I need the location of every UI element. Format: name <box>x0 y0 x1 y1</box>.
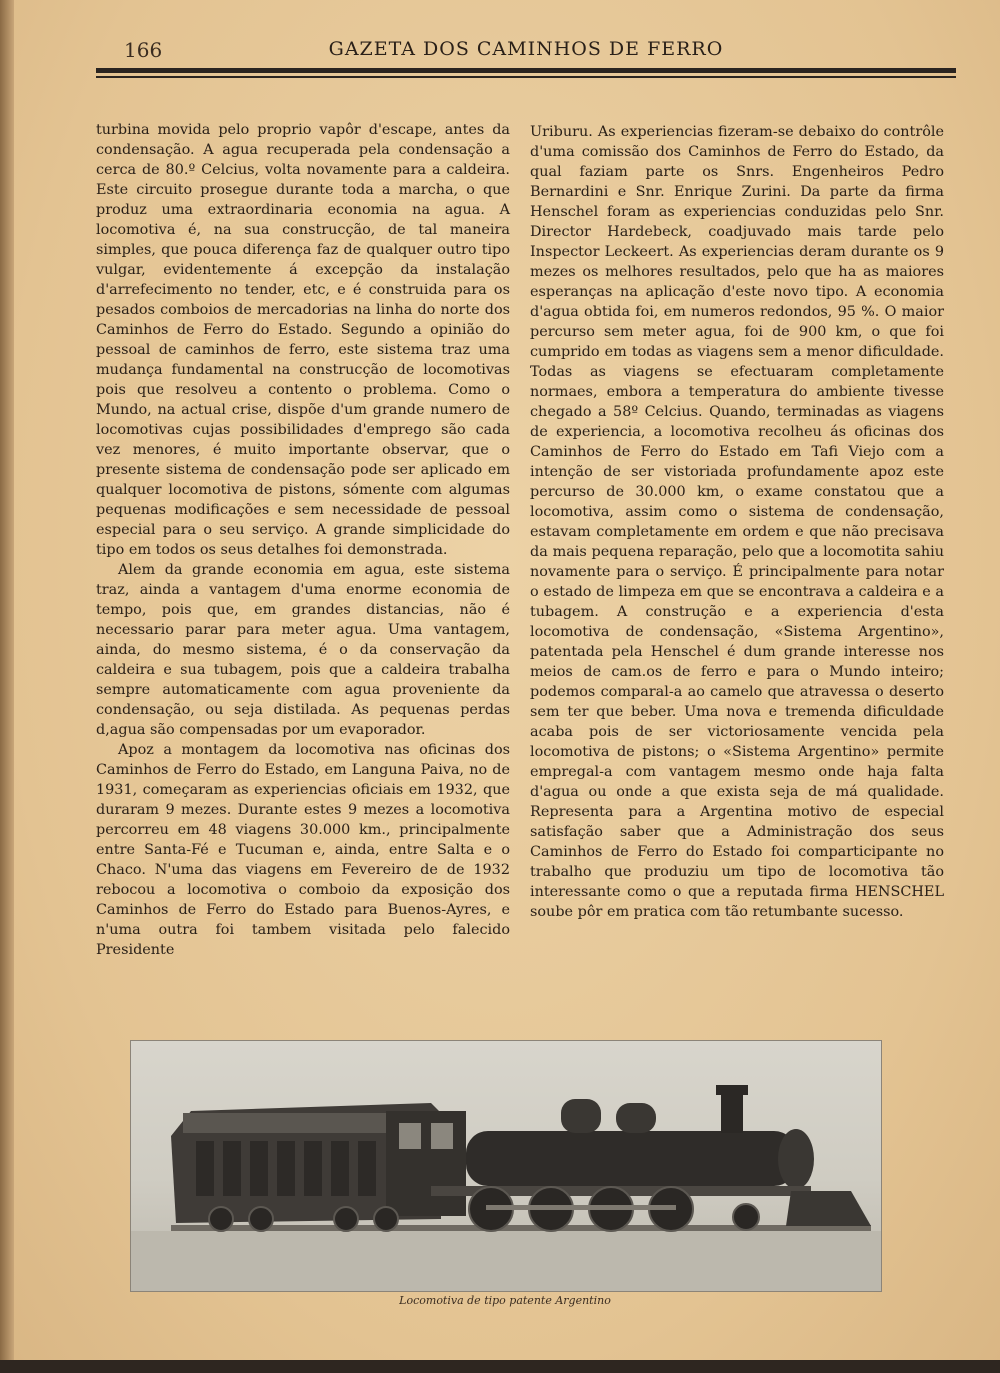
photo-caption: Locomotiva de tipo patente Argentino <box>399 1294 611 1307</box>
page-header <box>96 30 956 70</box>
text-column-right <box>530 122 944 922</box>
locomotive-photo <box>130 1040 882 1292</box>
paragraph: turbina movida pelo proprio vapôr d'escape, antes da condensação. A agua recuperada pela condensação a cerca de 80.º Celcius, volta novamente para a caldeira. Este circuito prosegue durante toda a marcha, o que produz uma extraordinaria economia na agua. A locomotiva é, na sua construcção, de tal maneira simples, que pouca diferença faz de qualquer outro tipo vulgar, evidentemente á excepção da instalação d'arrefecimento no tender, etc, e é construida para os pesados comboios de mercadorias na linha do norte dos Caminhos de Ferro do Estado. Segundo a opinião do pessoal de caminhos de ferro, este sistema traz uma mudança fundamental na construcção de locomotivas pois que resolveu a contento o problema. Como o Mundo, na actual crise, dispõe d'um grande numero de locomotivas cujas possibilidades d'emprego são cada vez menores, é muito importante observar, que o presente sistema de condensação pode ser aplicado em qualquer locomotiva de pistons, sómente com algumas pequenas modificações e sem necessidade de pessoal especial para o seu serviço. A grande simplicidade do tipo em todos os seus detalhes foi demonstrada. <box>96 122 510 558</box>
header-rule-thick <box>96 68 956 73</box>
publication-title: GAZETA DOS CAMINHOS DE FERRO <box>328 38 724 60</box>
paragraph: Apoz a montagem da locomotiva nas oficinas dos Caminhos de Ferro do Estado, em Languna Paiva, no de 1931, começaram as experiencias oficiais em 1932, que duraram 9 mezes. Durante estes 9 mezes a locomotiva percorreu em 48 viagens 30.000 km., principalmente entre Santa-Fé e Tucuman e, ainda, entre Salta e o Chaco. N'uma das viagens em Fevereiro de de 1932 rebocou a locomotiva o comboio da exposição dos Caminhos de Ferro do Estado para Buenos-Ayres, e n'uma outra foi tambem visitada pelo falecido Presidente <box>96 742 510 958</box>
header-rule-thin <box>96 76 956 78</box>
paragraph: Alem da grande economia em agua, este sistema traz, ainda a vantagem d'uma enorme economia de tempo, pois que, em grandes distancias, não é necessario parar para meter agua. Uma vantagem, ainda, do mesmo sistema, é o da conservação da caldeira e sua tubagem, pois que a caldeira trabalha sempre automaticamente com agua proveniente da condensação, ou seja distilada. As pequenas perdas d,agua são compensadas por um evaporador. <box>96 562 510 738</box>
locomotive-illustration <box>131 1041 881 1291</box>
text-column-left <box>96 120 510 960</box>
page-binding-edge <box>0 0 14 1373</box>
paragraph: Uriburu. As experiencias fizeram-se debaixo do contrôle d'uma comissão dos Caminhos de Ferro do Estado, da qual faziam parte os Snrs. Engenheiros Pedro Bernardini e Snr. Enrique Zurini. Da parte da firma Henschel foram as experiencias conduzidas pelo Snr. Director Hardebeck, coadjuvado mais tarde pelo Inspector Leckeert. As experiencias deram durante os 9 mezes os melhores resultados, pelo que ha as maiores esperanças na aplicação d'este novo tipo. A economia d'agua obtida foi, em numeros redondos, 95 %. O maior percurso sem meter agua, foi de 900 km, o que foi cumprido em todas as viagens sem a menor dificuldade. Todas as viagens se efectuaram completamente normaes, embora a temperatura do ambiente tivesse chegado a 58º Celcius. Quando, terminadas as viagens de experiencia, a locomotiva recolheu ás oficinas dos Caminhos de Ferro do Estado em Tafi Viejo com a intenção de ser vistoriada profundamente apoz este percurso de 30.000 km, o exame constatou que a locomotiva, assim como o sistema de condensação, estavam completamente em ordem e que não precisava da mais pequena reparação, pelo que a locomotita sahiu novamente para o serviço. É principalmente para notar o estado de limpeza em que se encontrava a caldeira e a tubagem. A construção e a experiencia d'esta locomotiva de condensação, «Sistema Argentino», patentada pela Henschel é dum grande interesse nos meios de cam.os de ferro e para o Mundo inteiro; podemos comparal-a ao camelo que atravessa o deserto sem ter que beber. Uma nova e tremenda dificuldade acaba pois de ser victoriosamente vencida pela locomotiva de pistons; o «Sistema Argentino» permite empregal-a com vantagem mesmo onde haja falta d'agua ou onde a que exista seja de má qualidade. Representa para a Argentina motivo de especial satisfação saber que a Administração dos seus Caminhos de Ferro do Estado foi comparticipante no trabalho que produziu um tipo de locomotiva tão interessante como o que a reputada firma HENSCHEL soube pôr em pratica com tão retumbante sucesso. <box>530 124 944 920</box>
page-number: 166 <box>124 38 163 62</box>
page-bottom-edge <box>0 1360 1000 1373</box>
